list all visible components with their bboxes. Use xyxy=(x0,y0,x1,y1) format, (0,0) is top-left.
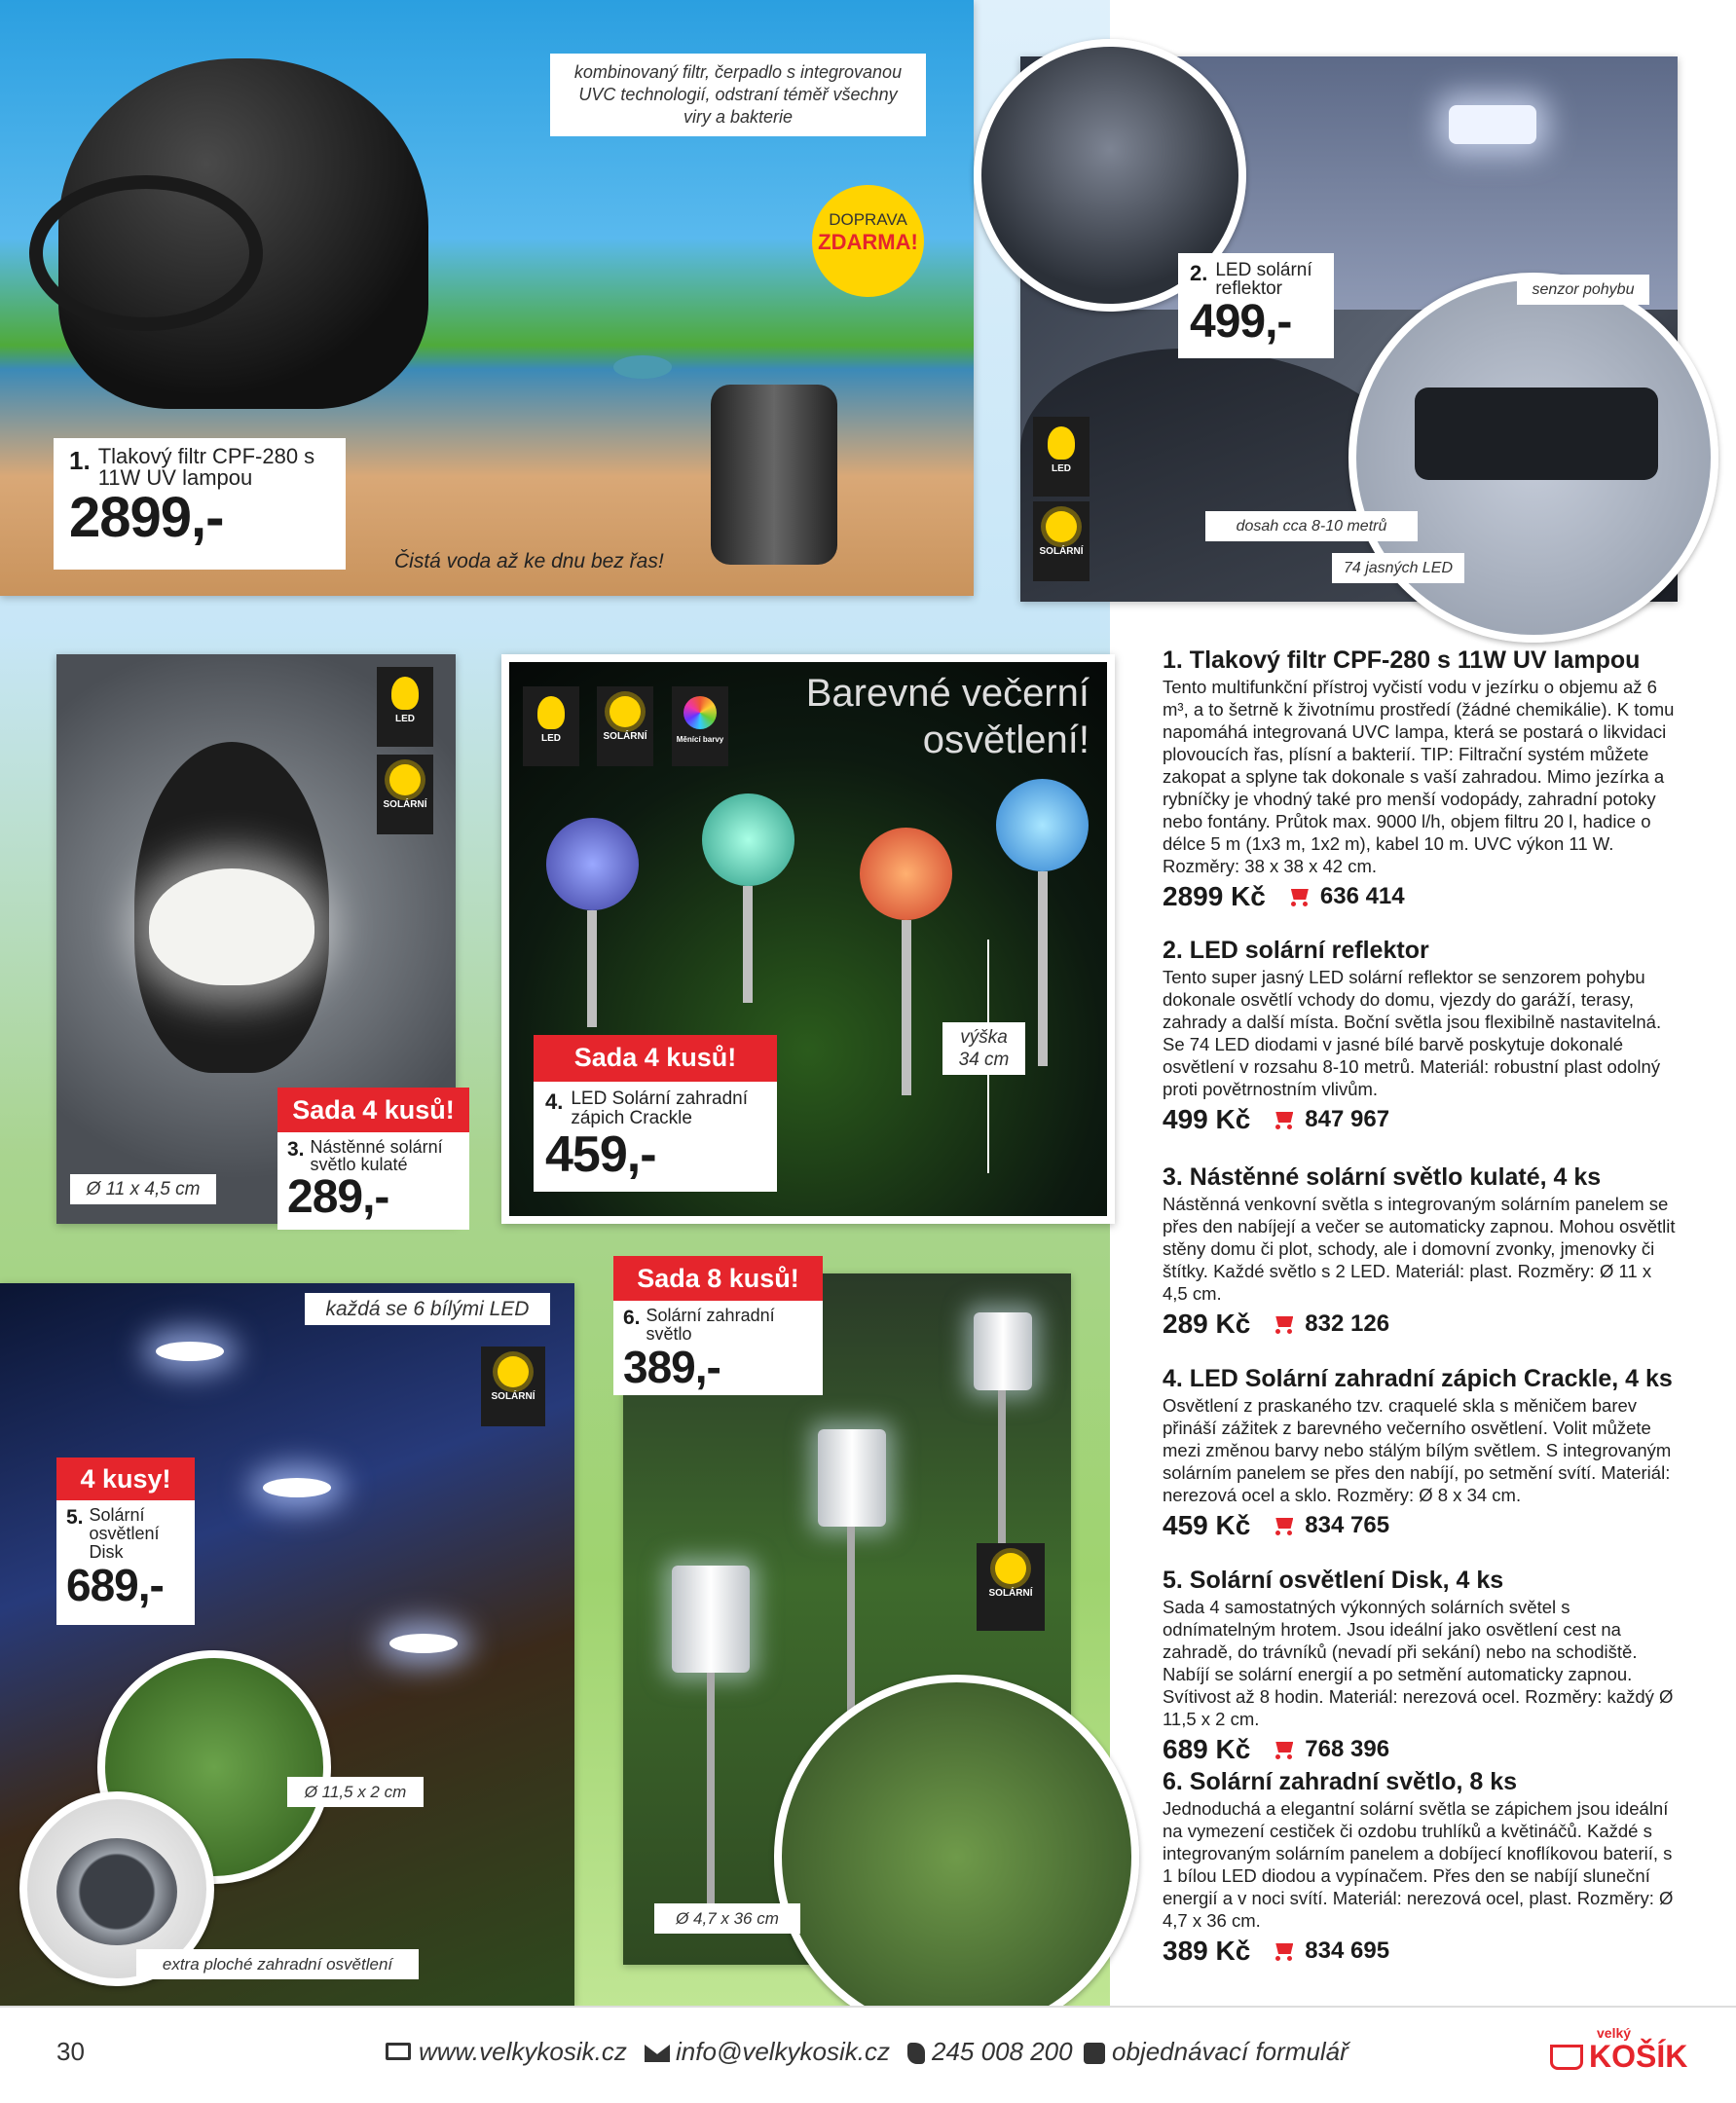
globe-blue-image xyxy=(546,818,639,910)
product-text: Sada 4 samostatných výkonných solárních světel s odnímatelným hrotem. Jsou ideální jako osvětlení cest na zahradě, do trávníků (nevadí při sekání) nebo na schodiště. Nabíjí se solární energií a po setmění automaticky zapnou. Svítivost až 8 hodin. Materiál: nerezová ocel. Rozměry: každý Ø 11,5 x 2 cm. xyxy=(1163,1597,1674,1729)
product-price: 459 Kč xyxy=(1163,1510,1251,1540)
product-text: Nástěnná venkovní světla s integrovaným solárním panelem se přes den nabíjejí a večer se automaticky zapnou. Mohou osvětlit stěny domu či plot, schody, ale i domovní zvonky, jmenovky či štítky. Každé světlo s 2 LED. Materiál: plast. Rozměry: Ø 11 x 4,5 cm. xyxy=(1163,1194,1676,1304)
led-icon xyxy=(523,686,579,766)
price-tag-number: 1. xyxy=(69,446,91,475)
price-tag-number: 3. xyxy=(287,1138,305,1161)
stake-light-1 xyxy=(974,1312,1032,1390)
free-shipping-line1: DOPRAVA xyxy=(829,210,907,229)
product-price: 689 Kč xyxy=(1163,1734,1251,1764)
wall-light-glow-image xyxy=(149,868,314,985)
solar-icon xyxy=(977,1543,1045,1631)
cart-icon[interactable] xyxy=(1272,1941,1297,1961)
phone-icon xyxy=(907,2043,925,2064)
stake-3 xyxy=(902,920,911,1095)
solar-icon-label: SOLÁRNÍ xyxy=(603,731,647,742)
set-badge-5: 4 kusy! xyxy=(56,1457,195,1500)
disk-top-label: každá se 6 bílými LED xyxy=(305,1293,550,1325)
price-tag-name: Tlakový filtr CPF-280 s 11W UV lampou xyxy=(97,444,315,490)
price-tag-number: 4. xyxy=(545,1089,564,1114)
logo-big-text: KOŠÍK xyxy=(1589,2039,1688,2074)
set-badge-3: Sada 4 kusů! xyxy=(277,1088,469,1132)
product-code: 834 765 xyxy=(1305,1512,1390,1538)
price-tag-name: Solární zahradní světlo xyxy=(646,1306,775,1344)
stake-pole-3 xyxy=(707,1673,715,1916)
disk-dims: Ø 11,5 x 2 cm xyxy=(287,1777,424,1807)
price-tag-number: 6. xyxy=(623,1307,641,1329)
product-desc-1 xyxy=(1163,646,1681,912)
phone-number[interactable]: 245 008 200 xyxy=(932,2037,1073,2066)
product-title: 6. Solární zahradní světlo, 8 ks xyxy=(1163,1768,1518,1795)
price-tag-price: 689,- xyxy=(66,1560,164,1610)
disk-bottom-label: extra ploché zahradní osvětlení xyxy=(136,1949,419,1979)
fish-image xyxy=(613,355,672,379)
product-code: 832 126 xyxy=(1305,1310,1390,1337)
product-title: 5. Solární osvětlení Disk, 4 ks xyxy=(1163,1567,1504,1594)
filter-callout: kombinovaný filtr, čerpadlo s integrovanou UVC technologií, odstraní téměř všechny viry a bakterie xyxy=(550,54,926,136)
product-desc-6 xyxy=(1163,1768,1681,1967)
price-tag-1 xyxy=(54,438,346,570)
product-desc-3 xyxy=(1163,1163,1681,1340)
set-badge-4: Sada 4 kusů! xyxy=(534,1035,777,1082)
monitor-icon xyxy=(386,2043,411,2060)
free-shipping-line2: ZDARMA! xyxy=(818,230,918,254)
product-text: Tento super jasný LED solární reflektor se senzorem pohybu dokonale osvětlí vchody do domu, vjezdy do garáží, terasy, zahrady a další místa. Boční světla jsou flexibilně nastavitelná. Se 74 LED diodami v jasné bílé barvě poskytuje dokonalé osvětlení v rozsahu 8-10 metrů. Materiál: robustní plast odolný proti povětrnostním vlivům. xyxy=(1163,967,1662,1099)
product-code: 847 967 xyxy=(1305,1106,1390,1132)
logo xyxy=(1550,2023,1688,2085)
product-price: 389 Kč xyxy=(1163,1936,1251,1966)
product-code: 834 695 xyxy=(1305,1937,1390,1964)
logo-basket-icon xyxy=(1550,2045,1583,2070)
price-tag-price: 389,- xyxy=(623,1342,720,1392)
product-title: 2. LED solární reflektor xyxy=(1163,937,1429,964)
price-tag-price: 459,- xyxy=(545,1126,656,1183)
product-price: 289 Kč xyxy=(1163,1309,1251,1339)
product-code: 636 414 xyxy=(1319,883,1405,909)
price-tag-number: 2. xyxy=(1190,261,1208,285)
hose-image xyxy=(29,175,263,331)
product-text: Jednoduchá a elegantní solární světla se zápichem jsou ideální na vymezení cestiček či ozdobu truhlíků a květináčů. Každé s integrovaným solárním panelem a dobíjecí knoflíkovou baterií, s 1 bílou LED diodou a vypínačem. Přes den se nabíjí sluneční energií a v noci svítí. Materiál: nerezová ocel, plast. Rozměry: Ø 4,7 x 36 cm. xyxy=(1163,1798,1674,1931)
solar-icon-label: SOLÁRNÍ xyxy=(988,1588,1033,1599)
price-tag-6 xyxy=(613,1301,823,1395)
globe-green-image xyxy=(702,793,794,886)
stakes-closeup-circle xyxy=(774,1675,1139,2040)
crackle-title-line1: Barevné večerní xyxy=(805,672,1090,715)
mail-icon xyxy=(645,2045,670,2062)
color-change-icon xyxy=(672,686,728,766)
cart-icon[interactable] xyxy=(1272,1314,1297,1334)
website-link[interactable]: www.velkykosik.cz xyxy=(419,2037,627,2066)
email-link[interactable]: info@velkykosik.cz xyxy=(676,2037,891,2066)
cart-icon[interactable] xyxy=(1287,887,1312,906)
product-text: Tento multifunkční přístroj vyčistí vodu v jezírku o objemu až 6 m³, a to šetrně k životnímu prostředí (žádné chemikálie). K tomu napomáhá integrovaná UVC lampa, která se postará o likvidaci plovoucích řas, plísní a bakterií. TIP: Filtrační systém můžete zakopat a splyne tak dokonale s vaší zahradou. Mimo jezírka a rybníčky je vhodný také pro menší vodopády, zahradní potoky nebo fontány. Průtok max. 9000 l/h, objem filtru 20 l, hadice o délce 5 m (1x3 m, 1x2 m), kabel 10 m. UVC výkon 11 W. Rozměry: 38 x 38 x 42 cm. xyxy=(1163,677,1675,876)
product-title: 3. Nástěnné solární světlo kulaté, 4 ks xyxy=(1163,1163,1602,1191)
color-change-icon-label: Měnící barvy xyxy=(676,735,724,744)
price-tag-price: 2899,- xyxy=(69,486,224,549)
solar-icon xyxy=(377,755,433,834)
product-title: 1. Tlakový filtr CPF-280 s 11W UV lampou xyxy=(1163,646,1641,674)
price-tag-name: Nástěnné solární světlo kulaté xyxy=(310,1137,443,1174)
free-shipping-badge xyxy=(812,185,924,297)
cart-icon[interactable] xyxy=(1272,1516,1297,1535)
disk-product-image xyxy=(56,1838,177,1945)
solar-icon-label: SOLÁRNÍ xyxy=(383,799,427,810)
product-text: Osvětlení z praskaného tzv. craquelé skla s měničem barev přináší zážitek z barevného večerního osvětlení. Volit můžete mezi změnou barvy nebo stálým bílým světlem. S integrovaným solárním panelem se přes den nabíjí, po setmění svítí. Materiál: nerezová ocel a sklo. Rozměry: Ø 8 x 34 cm. xyxy=(1163,1395,1672,1505)
product-desc-4 xyxy=(1163,1365,1681,1541)
logo-small-text: velký xyxy=(1597,2025,1632,2041)
form-icon xyxy=(1084,2043,1105,2064)
page-number: 30 xyxy=(56,2037,85,2066)
price-tag-2 xyxy=(1178,253,1334,358)
solar-icon-label: SOLÁRNÍ xyxy=(491,1391,536,1402)
footer xyxy=(0,2006,1736,2103)
price-tag-name: Solární osvětlení Disk xyxy=(89,1505,160,1562)
globe-orange-image xyxy=(860,828,952,920)
stake-2 xyxy=(743,886,753,1003)
pond-caption: Čistá voda až ke dnu bez řas! xyxy=(394,550,664,572)
disk-glow-1 xyxy=(156,1342,224,1361)
sensor-label: senzor pohybu xyxy=(1517,275,1649,305)
solar-icon xyxy=(1033,501,1090,581)
order-form-link[interactable]: objednávací formulář xyxy=(1112,2037,1348,2066)
price-tag-name: LED solární reflektor xyxy=(1215,260,1312,299)
stakes-dims: Ø 4,7 x 36 cm xyxy=(654,1903,800,1934)
stake-4 xyxy=(1038,871,1048,1066)
range-label: dosah cca 8-10 metrů xyxy=(1205,511,1418,541)
solar-icon-label: SOLÁRNÍ xyxy=(1039,546,1084,557)
price-tag-4 xyxy=(534,1082,777,1192)
product-title: 4. LED Solární zahradní zápich Crackle, 4 ks xyxy=(1163,1365,1673,1392)
led-icon-label: LED xyxy=(395,714,415,724)
price-tag-number: 5. xyxy=(66,1506,84,1529)
led-icon xyxy=(377,667,433,747)
crackle-title-line2: osvětlení! xyxy=(922,719,1090,761)
filter-cutaway-image xyxy=(711,385,837,565)
disk-glow-3 xyxy=(389,1634,458,1653)
product-price: 2899 Kč xyxy=(1163,881,1266,911)
product-desc-5 xyxy=(1163,1567,1681,1765)
led-icon xyxy=(1033,417,1090,497)
height-label: výška 34 cm xyxy=(942,1022,1025,1075)
reflector-closeup-image xyxy=(1415,387,1658,480)
product-price: 499 Kč xyxy=(1163,1104,1251,1134)
price-tag-price: 499,- xyxy=(1190,296,1292,348)
stake-light-3 xyxy=(672,1566,750,1673)
set-badge-6: Sada 8 kusů! xyxy=(613,1256,823,1301)
stake-light-2 xyxy=(818,1429,886,1527)
reflector-closeup-circle xyxy=(1348,273,1718,643)
cart-icon[interactable] xyxy=(1272,1740,1297,1759)
wall-light-dims: Ø 11 x 4,5 cm xyxy=(70,1174,216,1204)
product-desc-2 xyxy=(1163,937,1681,1135)
price-tag-price: 289,- xyxy=(287,1171,389,1223)
solar-icon xyxy=(597,686,653,766)
cart-icon[interactable] xyxy=(1272,1110,1297,1129)
globe-cyan-image xyxy=(996,779,1089,871)
led-icon-label: LED xyxy=(541,733,561,744)
stake-1 xyxy=(587,910,597,1027)
product-photo-pond-filter xyxy=(0,0,974,596)
product-code: 768 396 xyxy=(1305,1736,1390,1762)
price-tag-name: LED Solární zahradní zápich Crackle xyxy=(571,1088,749,1128)
price-tag-5 xyxy=(56,1500,195,1625)
price-tag-3 xyxy=(277,1132,469,1230)
disk-glow-2 xyxy=(263,1478,331,1497)
leds-label: 74 jasných LED xyxy=(1332,553,1464,583)
led-icon-label: LED xyxy=(1052,463,1071,474)
solar-icon xyxy=(481,1347,545,1426)
reflector-lamp-image xyxy=(1449,105,1536,144)
